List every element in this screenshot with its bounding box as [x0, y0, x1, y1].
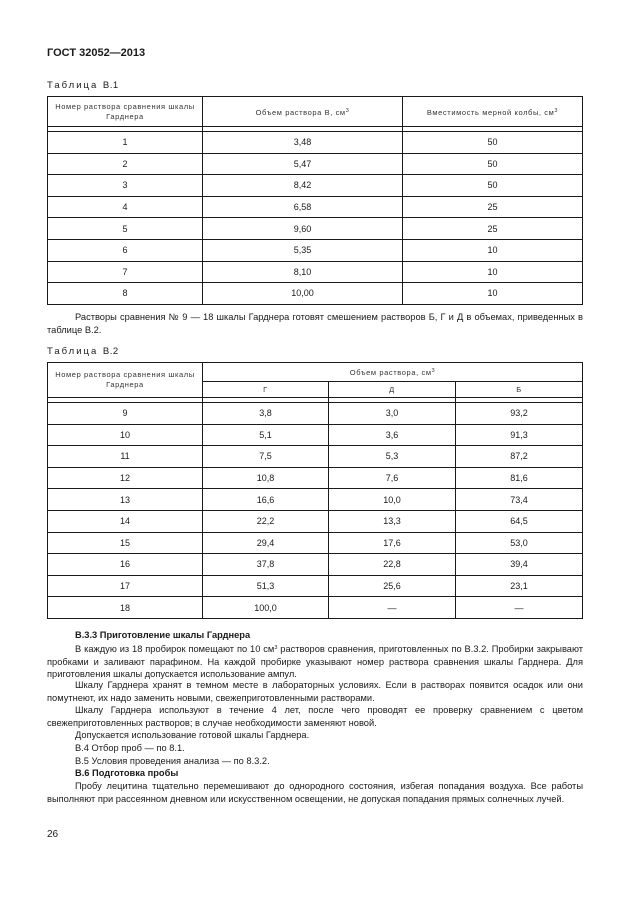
table-cell: 1: [48, 132, 203, 154]
table-cell: 51,3: [203, 575, 329, 597]
table-b2-caption: [47, 346, 119, 357]
table-row: [48, 597, 583, 619]
table-cell: —: [329, 597, 456, 619]
table-cell: 25: [403, 196, 583, 218]
section-b33-paragraph-2: Шкалу Гарднера хранят в темном месте в лабораторных условиях. Если в растворах появится осадок или они помутнеют, их надо заменить новыми, свежеприготовленными растворами.: [47, 680, 583, 703]
table-cell: 73,4: [456, 489, 583, 511]
section-b4: В.4 Отбор проб — по 8.1.: [75, 743, 185, 753]
table-cell: 8,10: [203, 261, 403, 283]
table-cell: 10,0: [329, 489, 456, 511]
table-row: [48, 554, 583, 576]
table-b2-header-g: Г: [203, 382, 329, 398]
table-cell: 3,8: [203, 403, 329, 425]
table-cell: 25,6: [329, 575, 456, 597]
table-cell: 16: [48, 554, 203, 576]
table-b1-header-capacity: Вместимость мерной колбы, $см^3$: [403, 97, 583, 127]
document-header: ГОСТ 32052—2013: [47, 47, 146, 59]
table-row: [48, 446, 583, 468]
table-cell: 23,1: [456, 575, 583, 597]
table-cell: 64,5: [456, 510, 583, 532]
table-cell: —: [456, 597, 583, 619]
table-cell: 87,2: [456, 446, 583, 468]
table-b2-header-number: Номер раствора сравнения шкалы Гарднера: [48, 363, 203, 398]
section-b33-paragraph-3: Шкалу Гарднера используют в течение 4 лет, после чего проводят ее проверку сравнением с цветом свежеприготовленных растворов; в случае необходимости заменяют новой.: [47, 705, 583, 728]
page-number: 26: [47, 829, 59, 840]
table-cell: 4: [48, 196, 203, 218]
table-cell: 50: [403, 132, 583, 154]
table-cell: 10: [48, 424, 203, 446]
table-cell: 9,60: [203, 218, 403, 240]
section-b33-title: В.3.3 Приготовление шкалы Гарднера: [75, 630, 251, 640]
table-cell: 14: [48, 510, 203, 532]
table-row: [48, 218, 583, 240]
caption-number: В.2: [102, 346, 119, 357]
table-cell: 25: [403, 218, 583, 240]
table-cell: 10: [403, 239, 583, 261]
table-b2-header-d: Д: [329, 382, 456, 398]
table-cell: 8,42: [203, 175, 403, 197]
table-row: [48, 510, 583, 532]
table-b1-caption: [47, 80, 119, 91]
table-cell: 6: [48, 239, 203, 261]
table-b2: [47, 362, 583, 619]
table-row: [48, 175, 583, 197]
between-tables-paragraph: Растворы сравнения № 9 — 18 шкалы Гарднера готовят смешением растворов Б, Г и Д в объемах, приведенных в таблице В.2.: [47, 312, 583, 335]
table-cell: 18: [48, 597, 203, 619]
table-cell: 39,4: [456, 554, 583, 576]
section-b33-paragraph-4: Допускается использование готовой шкалы Гарднера.: [75, 730, 310, 740]
table-cell: 5: [48, 218, 203, 240]
table-cell: 5,35: [203, 239, 403, 261]
table-b1: [47, 96, 583, 305]
table-cell: 91,3: [456, 424, 583, 446]
table-cell: 5,1: [203, 424, 329, 446]
table-cell: 100,0: [203, 597, 329, 619]
table-row: [48, 424, 583, 446]
table-cell: 50: [403, 153, 583, 175]
table-cell: 3,6: [329, 424, 456, 446]
table-b1-header-volume: Объем раствора В, $см^3$: [203, 97, 403, 127]
table-cell: 10,8: [203, 467, 329, 489]
table-cell: 50: [403, 175, 583, 197]
table-row: [48, 196, 583, 218]
table-cell: 3,48: [203, 132, 403, 154]
table-cell: 5,3: [329, 446, 456, 468]
table-b1-header-number: Номер раствора сравнения шкалы Гарднера: [48, 97, 203, 127]
table-cell: 93,2: [456, 403, 583, 425]
section-b6-paragraph: Пробу лецитина тщательно перемешивают до однородного состояния, избегая попадания воздуха. Все работы выполняют при рассеянном дневном или искусственном освещении, не допуская попадания прямых солнечных лучей.: [47, 781, 583, 804]
table-cell: 3,0: [329, 403, 456, 425]
table-cell: 15: [48, 532, 203, 554]
table-cell: 2: [48, 153, 203, 175]
table-cell: 7,5: [203, 446, 329, 468]
table-cell: 53,0: [456, 532, 583, 554]
table-row: [48, 532, 583, 554]
caption-word: Таблица: [47, 346, 99, 357]
table-cell: 22,8: [329, 554, 456, 576]
table-cell: 10: [403, 261, 583, 283]
caption-word: Таблица: [47, 80, 99, 91]
table-cell: 17: [48, 575, 203, 597]
table-cell: 81,6: [456, 467, 583, 489]
table-row: [48, 132, 583, 154]
table-cell: 8: [48, 283, 203, 305]
table-row: [48, 489, 583, 511]
table-cell: 6,58: [203, 196, 403, 218]
table-row: [48, 283, 583, 305]
table-cell: 7,6: [329, 467, 456, 489]
table-cell: 29,4: [203, 532, 329, 554]
section-b5: В.5 Условия проведения анализа — по 8.3.2.: [75, 756, 270, 766]
section-b6-title: В.6 Подготовка пробы: [75, 768, 179, 778]
table-cell: 7: [48, 261, 203, 283]
table-b2-header-volume-group: Объем раствора, $см^3$: [203, 363, 583, 382]
table-cell: 16,6: [203, 489, 329, 511]
table-cell: 10: [403, 283, 583, 305]
table-cell: 5,47: [203, 153, 403, 175]
table-row: [48, 239, 583, 261]
table-b2-header-b: Б: [456, 382, 583, 398]
table-row: [48, 575, 583, 597]
table-cell: 13: [48, 489, 203, 511]
table-row: [48, 467, 583, 489]
table-cell: 17,6: [329, 532, 456, 554]
table-cell: 9: [48, 403, 203, 425]
table-cell: 3: [48, 175, 203, 197]
caption-number: В.1: [102, 80, 119, 91]
table-row: [48, 153, 583, 175]
table-cell: 12: [48, 467, 203, 489]
table-cell: 10,00: [203, 283, 403, 305]
table-row: [48, 403, 583, 425]
table-cell: 22,2: [203, 510, 329, 532]
table-row: [48, 261, 583, 283]
table-cell: 13,3: [329, 510, 456, 532]
table-cell: 11: [48, 446, 203, 468]
section-b33-paragraph-1: В каждую из 18 пробирок помещают по 10 $см^3$ растворов сравнения, приготовленных по В.3.2. Пробирки закрывают пробками и заливают парафином. На каждой пробирке указывают номер раствора сравнения шкалы Гарднера. Для приготовления шкалы допускается использование ампул.: [47, 644, 583, 679]
table-cell: 37,8: [203, 554, 329, 576]
